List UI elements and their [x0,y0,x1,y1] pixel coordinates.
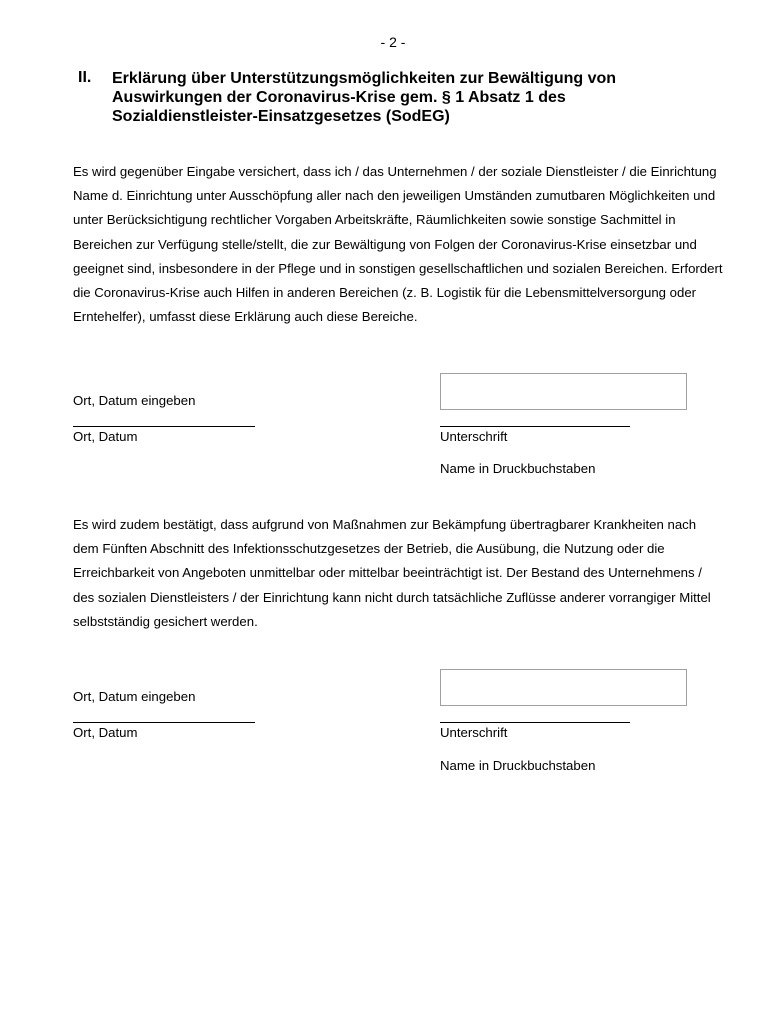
confirmation-paragraph: Es wird zudem bestätigt, dass aufgrund von Maßnahmen zur Bekämpfung übertragbarer Krankheiten nach dem Fünften Abschnitt des Infektionsschutzgesetzes der Betrieb, die Ausübung, die Nutzung oder die Erreichbarkeit von Angeboten unmittelbar oder mittelbar beeinträchtigt ist. Der Bestand des Unternehmens / des sozialen Dienstleisters / der Einrichtung kann nicht durch tatsächliche Zuflüsse anderer vorrangiger Mittel selbstständig gesichert werden. [73,517,711,629]
place-date-input-1[interactable]: Ort, Datum eingeben [73,393,196,408]
place-date-label-2: Ort, Datum [73,725,138,740]
place-date-line-1 [73,426,255,427]
place-date-label-1: Ort, Datum [73,429,138,444]
name-print-label-2: Name in Druckbuchstaben [440,758,596,773]
signature-line-1 [440,426,630,427]
page-number: - 2 - [380,34,406,50]
signature-label-2: Unterschrift [440,725,508,740]
section-title: Erklärung über Unterstützungsmöglichkeiten zur Bewältigung von Auswirkungen der Coronavirus-Krise gem. § 1 Absatz 1 des Sozialdienstleister-Einsatzgesetzes (SodEG) [112,70,617,125]
signature-field-2[interactable] [440,669,687,706]
declaration-paragraph: Es wird gegenüber Eingabe versichert, dass ich / das Unternehmen / der soziale Dienstleister / die Einrichtung Name d. Einrichtung unter Ausschöpfung aller nach den jeweiligen Umständen zumutbaren Möglichkeiten und unter Berücksichtigung rechtlicher Vorgaben Arbeitskräfte, Räumlichkeiten sowie sonstige Sachmittel in Bereichen zur Verfügung stelle/stellt, die zur Bewältigung von Folgen der Coronavirus-Krise einsetzbar und geeignet sind, insbesondere in der Pflege und in sonstigen gesellschaftlichen und sozialen Bereichen. Erfordert die Coronavirus-Krise auch Hilfen in anderen Bereichen (z. B. Logistik für die Lebensmittelversorgung oder Erntehelfer), umfasst diese Erklärung auch diese Bereiche. [73,164,723,325]
name-print-label-1: Name in Druckbuchstaben [440,461,596,476]
signature-field-1[interactable] [440,373,687,410]
section-number: II. [78,69,92,86]
signature-line-2 [440,722,630,723]
place-date-input-2[interactable]: Ort, Datum eingeben [73,689,196,704]
place-date-line-2 [73,722,255,723]
signature-label-1: Unterschrift [440,429,508,444]
